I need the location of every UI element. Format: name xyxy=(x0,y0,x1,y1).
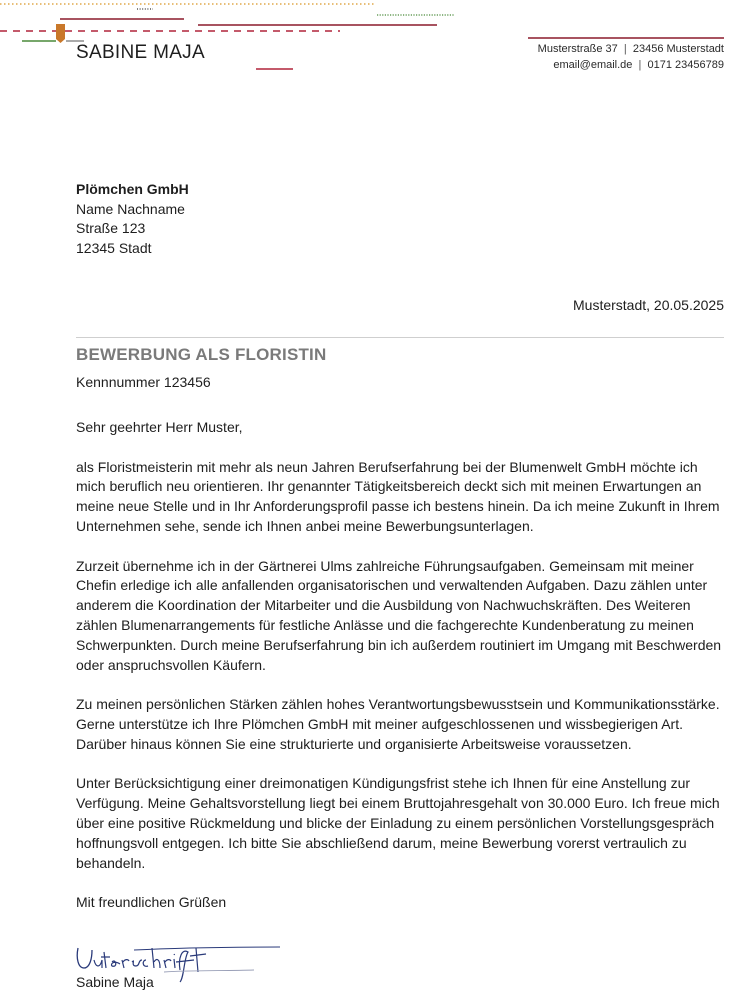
paragraph: als Floristmeisterin mit mehr als neun Jahren Berufserfahrung bei der Blumenwelt GmbH möchte ich mich beruflich neu orientieren. Ihr genannter Tätigkeitsbereich deckt sich mit meinen Erwartungen an meine neue Stelle und in Ihr Anforderungsprofil passe ich bestens hinein. Da ich meine Zukunft in Ihrem Unternehmen sehe, sende ich Ihnen anbei meine Bewerbungsunterlagen. xyxy=(76,458,720,534)
letter-date: Musterstadt, 20.05.2025 xyxy=(573,297,724,313)
recipient-company: Plömchen GmbH xyxy=(76,181,189,197)
signature-name: Sabine Maja xyxy=(76,974,154,990)
address-street: Musterstraße 37 xyxy=(537,43,618,55)
bookmark-tag xyxy=(56,24,65,43)
separator: | xyxy=(638,58,642,71)
sender-name: SABINE MAJA xyxy=(76,42,205,63)
separator: | xyxy=(623,43,627,55)
email: email@email.de xyxy=(553,58,633,71)
reference-number: Kennnummer 123456 xyxy=(76,374,211,390)
letter-body xyxy=(76,418,724,933)
recipient-address xyxy=(76,180,189,258)
contact-block xyxy=(538,42,724,73)
paragraph: Zurzeit übernehme ich in der Gärtnerei Ulms zahlreiche Führungsaufgaben. Gemeinsam mit meiner Chefin erledige ich alle anfallenden organisatorischen und verwaltenden Aufgaben. Dazu zählen unter anderem die Koordination der Mitarbeiter und die Ausbildung von Nachwuchskräften. Des Weiteren zählen Blumenarrangements für festliche Anlässe und die fachgerechte Kundenberatung zu meinen Schwerpunkten. Durch meine Berufserfahrung bin ich außerdem routiniert im Umgang mit Beschwerden oder anspruchsvollen Käufern. xyxy=(76,557,722,673)
contact-line xyxy=(538,58,724,74)
phone: 0171 23456789 xyxy=(647,58,724,71)
divider xyxy=(76,337,724,338)
subject-line: BEWERBUNG ALS FLORISTIN xyxy=(76,345,327,364)
closing: Mit freundlichen Grüßen xyxy=(76,894,227,911)
salutation: Sehr geehrter Herr Muster, xyxy=(76,419,243,435)
recipient-street: Straße 123 xyxy=(76,220,146,236)
paragraph: Unter Berücksichtigung einer dreimonatigen Kündigungsfrist stehe ich Ihnen für eine Anstellung zur Verfügung. Meine Gehaltsvorstellung liegt bei einem Bruttojahresgehalt von 30.000 Euro. Ich freue mich über eine positive Rückmeldung und blicke der Einladung zu einem persönlichen Vorstellungsgespräch hoffnungsvoll entgegen. Ich bitte Sie abschließend darum, meine Bewerbung vorerst vertraulich zu behandeln. xyxy=(76,775,720,871)
recipient-city: 12345 Stadt xyxy=(76,239,152,256)
paragraph: Zu meinen persönlichen Stärken zählen hohes Verantwortungsbewusstsein und Kommunikationsstärke. Gerne unterstütze ich Ihre Plömchen GmbH mit meiner aufgeschlossenen und wissbegierigen Art. Darüber hinaus können Sie eine strukturierte und organisierte Arbeitsweise voraussetzen. xyxy=(76,696,720,752)
recipient-contact: Name Nachname xyxy=(76,200,185,217)
address-line xyxy=(538,42,724,58)
address-city: 23456 Musterstadt xyxy=(632,43,724,55)
